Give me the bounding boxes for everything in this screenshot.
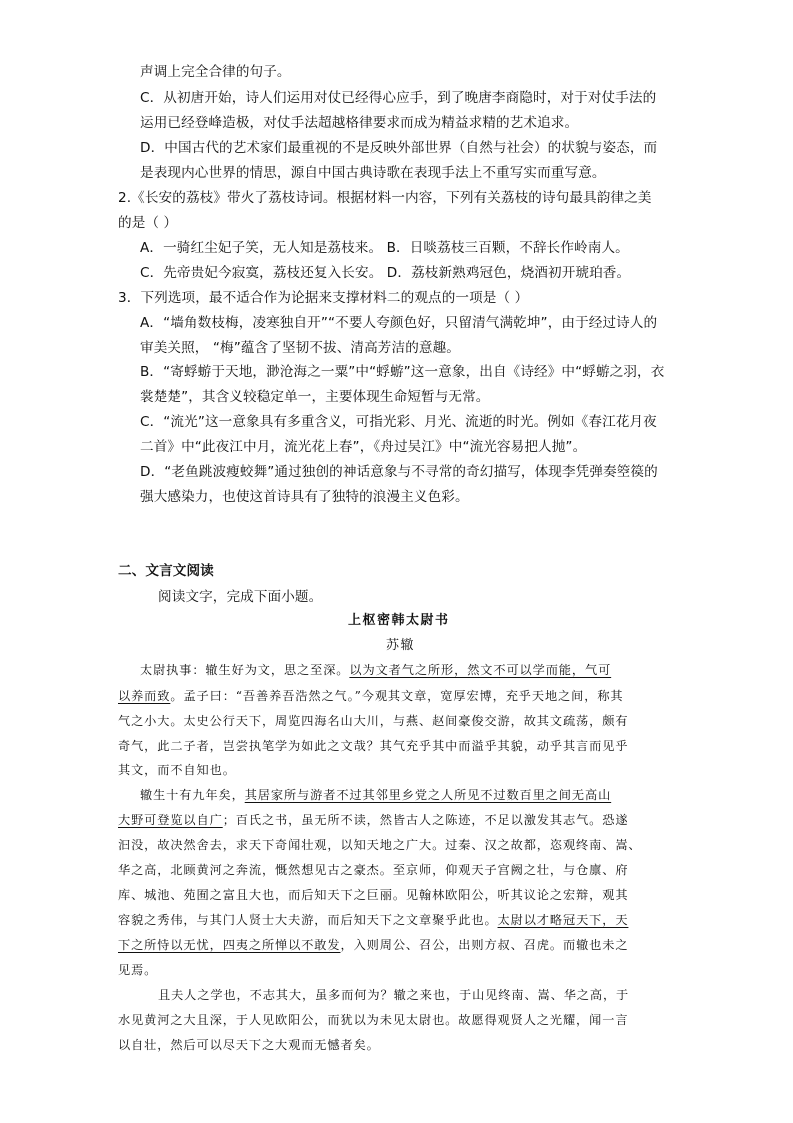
p2-line1 bbox=[140, 785, 611, 805]
q3-option-a-line1: A．“墙角数枝梅，凌寒独自开”“不要人夸颜色好，只留清气满乾坤”，由于经过诗人的 bbox=[140, 315, 658, 331]
passage-title: 上枢密韩太尉书 bbox=[348, 613, 450, 628]
section-heading: 二、文言文阅读 bbox=[118, 563, 214, 579]
q3-option-c-line1: C．“流光”这一意象具有多重含义，可指光彩、月光、流逝的时光。例如《春江花月夜 bbox=[140, 414, 657, 430]
q3-stem: 3．下列选项，最不适合作为论据来支撑材料二的观点的一项是（ ） bbox=[118, 290, 529, 306]
p1-line5: 其文，而不自知也。 bbox=[118, 763, 236, 777]
p3-line3: 以自壮，然后可以尽天下之大观而无憾者矣。 bbox=[118, 1038, 380, 1052]
text-segment: ；百氏之书，虽无所不读，然皆古人之陈迹，不足以激发其志气。恐遂 bbox=[222, 813, 629, 827]
text-segment: ，入则周公、召公，出则方叔、召虎。而辙也未之 bbox=[340, 938, 629, 952]
reading-instruction: 阅读文字，完成下面小题。 bbox=[158, 589, 323, 605]
q1-option-c-line2: 运用已经登峰造极，对仗手法超越格律要求而成为精益求精的艺术追求。 bbox=[140, 115, 579, 131]
text-segment: 。孟子曰：“吾善养吾浩然之气。”今观其文章，宽厚宏博，充乎天地之间，称其 bbox=[170, 689, 624, 703]
p2-line6 bbox=[118, 910, 628, 930]
q3-option-d-line1: D．“老鱼跳波瘦蛟舞”通过独创的神话意象与不寻常的奇幻描写，体现李凭弹奏箜篌的 bbox=[140, 464, 658, 480]
q1-continuation: 声调上完全合律的句子。 bbox=[140, 64, 291, 80]
text-segment: 辙生十有九年矣， bbox=[140, 788, 245, 802]
q2-options-ab: A．一骑红尘妃子笑，无人知是荔枝来。 B．日啖荔枝三百颗，不辞长作岭南人。 bbox=[140, 240, 629, 256]
underlined-sentence: 太尉以才略冠天下，天 bbox=[497, 913, 629, 927]
q1-option-d-line1: D．中国古代的艺术家们最重视的不是反映外部世界（自然与社会）的状貌与姿态，而 bbox=[140, 140, 658, 156]
q3-option-b-line2: 裳楚楚”，其含义较稳定单一，主要体现生命短暂与无常。 bbox=[140, 389, 490, 405]
p1-line4: 奇气，此二子者，岂尝执笔学为如此之文哉？其气充乎其中而溢乎其貌，动乎其言而见乎 bbox=[118, 739, 629, 753]
underlined-sentence: 以养而致 bbox=[118, 689, 171, 703]
q2-stem-line1: 2.《长安的荔枝》带火了荔枝诗词。根据材料一内容，下列有关荔枝的诗句最具韵律之美 bbox=[118, 190, 652, 206]
text-segment: 太尉执事：辙生好为文，思之至深。 bbox=[140, 663, 350, 677]
q3-option-a-line2: 审美关照， “梅”蕴含了坚韧不拔、清高芳洁的意趣。 bbox=[140, 340, 460, 356]
p1-line1 bbox=[140, 660, 611, 680]
q1-option-d-line2: 是表现内心世界的情思，源自中国古典诗歌在表现手法上不重写实而重写意。 bbox=[140, 165, 606, 181]
underlined-sentence: 以为文者气之所形，然文不可以学而能，气可 bbox=[349, 663, 612, 677]
p2-line5: 库、城池、苑囿之富且大也，而后知天下之巨丽。见翰林欧阳公，听其议论之宏辩，观其 bbox=[118, 888, 629, 902]
p1-line3: 气之小大。太史公行天下，周览四海名山大川，与燕、赵间豪俊交游，故其文疏荡，颇有 bbox=[118, 714, 629, 728]
p2-line2 bbox=[118, 810, 628, 830]
underlined-sentence: 大野可登览以自广 bbox=[118, 813, 223, 827]
underlined-sentence: 其居家所与游者不过其邻里乡党之人所见不过数百里之间无高山 bbox=[244, 788, 612, 802]
p2-line7 bbox=[118, 935, 628, 955]
p2-line3: 汩没，故决然舍去，求天下奇闻壮观，以知天地之广大。过秦、汉之故都，恣观终南、嵩、 bbox=[118, 838, 642, 852]
q2-stem-line2: 的是（ ） bbox=[118, 215, 178, 231]
q3-option-d-line2: 强大感染力，也使这首诗具有了独特的浪漫主义色彩。 bbox=[140, 489, 469, 505]
text-segment: 容貌之秀伟，与其门人贤士大夫游，而后知天下之文章聚乎此也。 bbox=[118, 913, 498, 927]
passage-author: 苏辙 bbox=[386, 638, 416, 653]
p3-line1: 且夫人之学也，不志其大，虽多而何为？辙之来也，于山见终南、嵩、华之高，于 bbox=[158, 988, 630, 1002]
q3-option-c-line2: 二首》中“此夜江中月，流光花上春”，《舟过吴江》中“流光容易把人抛”。 bbox=[140, 439, 587, 455]
q1-option-c-line1: C．从初唐开始，诗人们运用对仗已经得心应手，到了晚唐李商隐时，对于对仗手法的 bbox=[140, 90, 657, 106]
p2-line4: 华之高，北顾黄河之奔流，慨然想见古之豪杰。至京师，仰观天子宫阙之壮，与仓廪、府 bbox=[118, 863, 629, 877]
p1-line2 bbox=[118, 686, 624, 706]
underlined-sentence: 下之所恃以无忧，四夷之所惮以不敢发 bbox=[118, 938, 341, 952]
q3-option-b-line1: B．“寄蜉蝣于天地，渺沧海之一粟”中“蜉蝣”这一意象，出自《诗经》中“蜉蝣之羽，衣 bbox=[140, 364, 665, 380]
p3-line2: 水见黄河之大且深，于人见欧阳公，而犹以为未见太尉也。故愿得观贤人之光耀，闻一言 bbox=[118, 1013, 629, 1027]
q2-options-cd: C．先帝贵妃今寂寞，荔枝还复入长安。 D．荔枝新熟鸡冠色，烧酒初开琥珀香。 bbox=[140, 265, 631, 281]
p2-line8: 见焉。 bbox=[118, 963, 158, 977]
